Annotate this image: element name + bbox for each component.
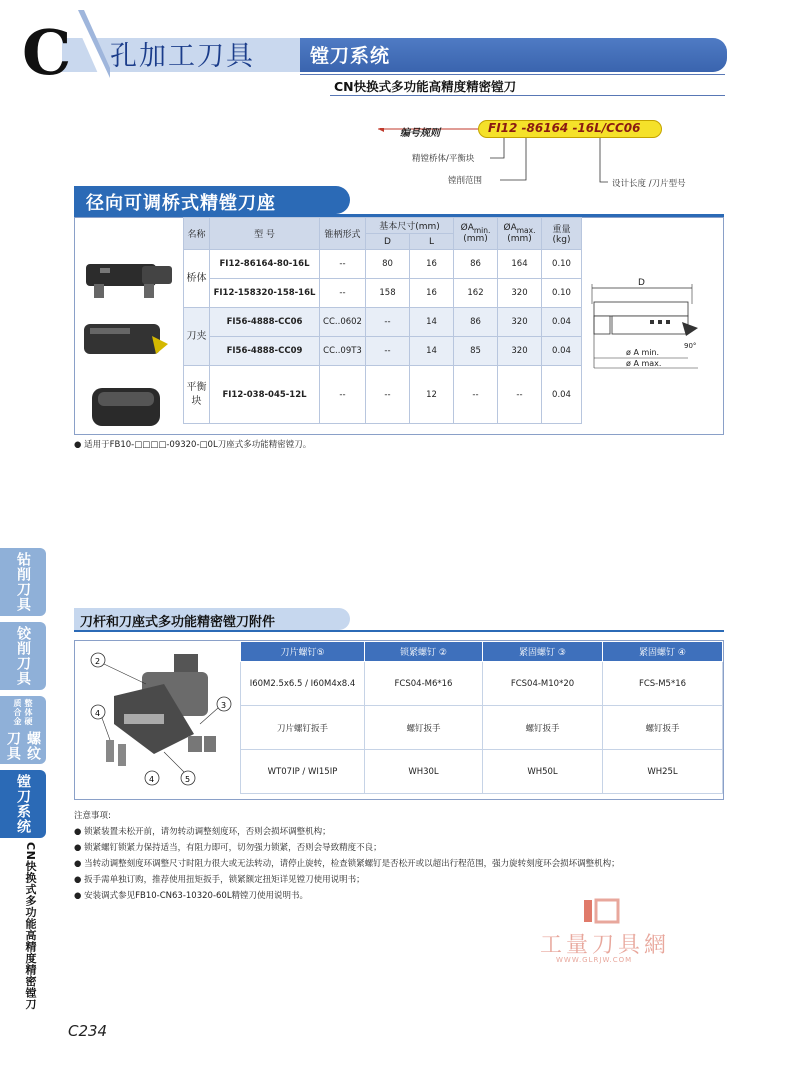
table-cell: 螺钉扳手 [483,706,603,750]
amin-cell: -- [454,366,498,424]
amin-cell: 86 [454,250,498,279]
l-cell: 14 [410,337,454,366]
model-cell: FI56-4888-CC09 [210,337,320,366]
d-cell: -- [366,308,410,337]
section2-title-box [74,608,350,630]
l-cell: 16 [410,250,454,279]
section1-note: ● 适用于FB10-□□□□-09320-□0L刀座式多功能精密镗刀。 [74,440,312,450]
header-slash-decoration [70,10,110,78]
side-product-title: CN快换式多功能高精度精密镗刀 [24,842,37,1010]
accessory-table [240,641,723,794]
table-cell: 螺钉扳手 [603,706,723,750]
table-cell: WH30L [365,750,483,794]
section1-table [183,217,582,424]
d-cell: 80 [366,250,410,279]
model-cell: FI12-86164-80-16L [210,250,320,279]
numbering-leaders [490,138,610,186]
numbering-code: FI12 -86164 -16L/CC06 [488,121,641,135]
table-cell: WH25L [603,750,723,794]
l-cell: 16 [410,279,454,308]
col-amin: $ØA_{min.}$ (mm) [454,218,498,250]
chapter-subtitle: 镗刀系统 [310,45,391,67]
callout-4a: 4 [95,709,101,718]
table-row [184,308,582,337]
numbering-part1: 精镗桥体/平衡块 [412,154,475,164]
col-amax: $ØA_{max.}$ (mm) [498,218,542,250]
col-d: D [366,234,410,250]
chapter-letter: C [22,16,72,89]
note-item: ● 当转动调整刻度环调整尺寸时阻力很大或无法转动，请停止旋转，检查锁紧螺钉是否松开或以超出行程范围，强力旋转刻度环会损坏调整机构； [74,859,620,869]
table-cell: FCS-M5*16 [603,662,723,706]
l-cell: 14 [410,308,454,337]
col-weight: 重量 (kg) [542,218,582,250]
side-tab-label: 铰削刀具 [15,626,31,686]
chapter-title: 孔加工刀具 [110,41,255,72]
callout-4b: 4 [149,775,155,784]
col-l: L [410,234,454,250]
col-basic: 基本尺寸(mm) [366,218,454,234]
table-row [184,337,582,366]
model-cell: FI56-4888-CC06 [210,308,320,337]
col-name: 名称 [184,218,210,250]
page-number: C234 [68,1022,108,1040]
notes-block [74,808,620,904]
header-rule [300,74,725,75]
shank-cell: -- [320,279,366,308]
category-balance: 平衡块 [184,366,210,424]
model-cell: FI12-158320-158-16L [210,279,320,308]
callout-2: 2 [95,657,101,666]
dimension-diagram [582,274,714,384]
section1-title-box [74,186,350,214]
diagram-amin-label: ø A min. [626,348,660,357]
table-cell: WT07IP / WI15IP [241,750,365,794]
table-row [184,366,582,424]
weight-cell: 0.04 [542,337,582,366]
model-cell: FI12-038-045-12L [210,366,320,424]
amax-cell: -- [498,366,542,424]
side-tab-label: 螺纹刀具 [5,731,41,762]
watermark-url: WWW.GLRJW.COM [556,956,633,964]
balance-block-image [88,384,168,430]
table-cell: 螺钉扳手 [365,706,483,750]
table-cell: I60M2.5x6.5 / I60M4x8.4 [241,662,365,706]
notes-heading: 注意事项: [74,811,111,821]
side-tab-label: 钻削刀具 [15,552,31,612]
shank-cell: CC..0602 [320,308,366,337]
header-rule-2 [330,95,725,96]
col-insert-screw: 刀片螺钉⑤ [241,642,365,662]
shank-cell: -- [320,366,366,424]
numbering-part3: 设计长度 /刀片型号 [612,179,686,189]
l-cell: 12 [410,366,454,424]
side-tab-sublabel: 整体硬质合金 [13,698,33,726]
amax-cell: 320 [498,279,542,308]
table-cell: WH50L [483,750,603,794]
callout-3: 3 [221,701,227,710]
side-tab-threading[interactable] [0,696,46,764]
col-model: 型 号 [210,218,320,250]
table-row [184,279,582,308]
category-bridge: 桥体 [184,250,210,308]
diagram-d-label: D [638,278,645,288]
diagram-angle-label: 90° [684,342,697,350]
amin-cell: 86 [454,308,498,337]
callout-5: 5 [185,775,191,784]
numbering-part2: 镗削范围 [448,176,483,186]
col-fix-screw-3: 紧固螺钉 ③ [483,642,603,662]
shank-cell: -- [320,250,366,279]
amax-cell: 320 [498,337,542,366]
side-tab-reaming[interactable] [0,622,46,690]
weight-cell: 0.04 [542,308,582,337]
side-tab-boring[interactable] [0,770,46,838]
d-cell: -- [366,366,410,424]
section2-bar [74,630,724,632]
accessory-assembly-image [84,644,238,794]
tool-holder-image [80,318,175,363]
amin-cell: 162 [454,279,498,308]
numbering-label: 编号规则 [400,128,440,139]
note-item: ● 锁紧螺钉锁紧力保持适当，有阻力即可，切勿强力锁紧，否则会导致精度不良； [74,843,382,853]
col-lock-screw: 锁紧螺钉 ② [365,642,483,662]
note-item: ● 扳手需单独订购，推荐使用扭矩扳手，锁紧额定扭矩详见镗刀使用说明书； [74,875,365,885]
weight-cell: 0.04 [542,366,582,424]
side-tab-drilling[interactable] [0,548,46,616]
d-cell: -- [366,337,410,366]
table-row [241,662,723,706]
amax-cell: 164 [498,250,542,279]
section2-title: 刀杆和刀座式多功能精密镗刀附件 [80,615,276,630]
table-cell: 刀片螺钉扳手 [241,706,365,750]
table-row [241,750,723,794]
watermark-logo [582,898,622,928]
table-row [184,250,582,279]
amin-cell: 85 [454,337,498,366]
col-fix-screw-4: 紧固螺钉 ④ [603,642,723,662]
d-cell: 158 [366,279,410,308]
weight-cell: 0.10 [542,250,582,279]
weight-cell: 0.10 [542,279,582,308]
col-shank: 锥柄形式 [320,218,366,250]
product-title: CN快换式多功能高精度精密镗刀 [334,79,517,94]
table-cell: FCS04-M10*20 [483,662,603,706]
table-cell: FCS04-M6*16 [365,662,483,706]
section1-title: 径向可调桥式精镗刀座 [86,193,276,214]
watermark-text: 工量刀具網 [540,933,671,958]
table-row [241,706,723,750]
bridge-body-image [82,258,177,303]
category-holder: 刀夹 [184,308,210,366]
note-item: ● 锁紧装置未松开前，请勿转动调整刻度环，否则会损坏调整机构； [74,827,331,837]
side-tab-label: 镗刀系统 [15,774,31,834]
diagram-amax-label: ø A max. [626,359,662,368]
note-item: ● 安装调式参见FB10-CN63-10320-60L精镗刀使用说明书。 [74,891,309,901]
shank-cell: CC..09T3 [320,337,366,366]
amax-cell: 320 [498,308,542,337]
